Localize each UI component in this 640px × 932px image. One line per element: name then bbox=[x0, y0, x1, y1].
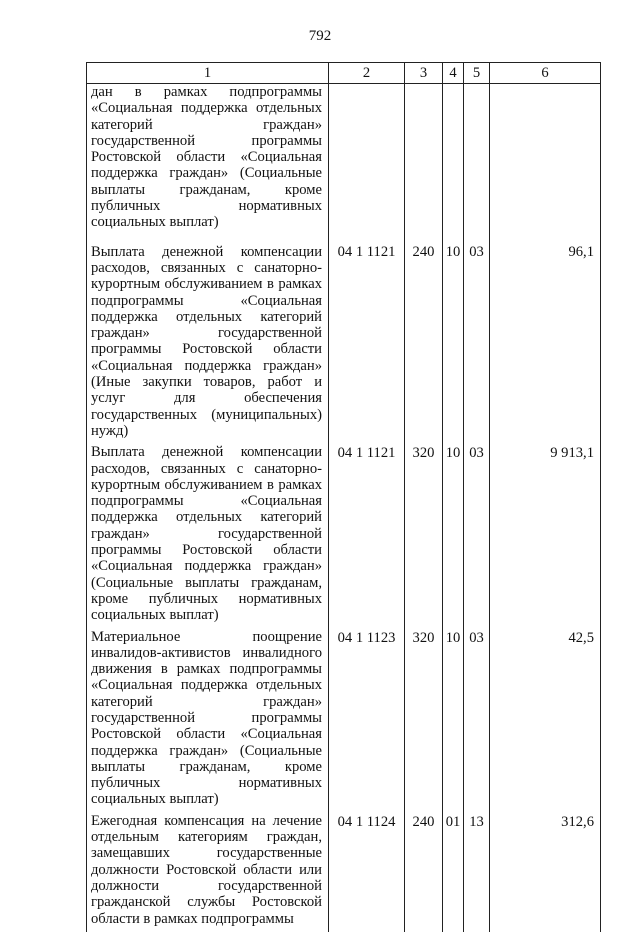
row-section: 01 bbox=[443, 813, 464, 932]
table-row bbox=[87, 813, 601, 932]
row-section bbox=[443, 84, 464, 236]
row-description: дан в рамках подпрограммы «Социальная поддержка отдельных категорий граждан» государственной программы Ростовской области «Социальная поддержка граждан» (Социальные выплаты гражданам, кроме публичных нормативных социальных выплат) bbox=[87, 84, 329, 236]
column-header-4: 4 bbox=[443, 63, 464, 84]
row-expense-type: 320 bbox=[405, 629, 443, 813]
column-header-5: 5 bbox=[464, 63, 490, 84]
row-expense-type: 240 bbox=[405, 813, 443, 932]
row-target-code: 04 1 1124 bbox=[329, 813, 405, 932]
table-header-row bbox=[87, 63, 601, 84]
row-subsection: 13 bbox=[464, 813, 490, 932]
row-subsection: 03 bbox=[464, 236, 490, 445]
row-amount: 9 913,1 bbox=[490, 444, 601, 628]
budget-table bbox=[86, 62, 601, 932]
table-row bbox=[87, 629, 601, 813]
row-subsection: 03 bbox=[464, 629, 490, 813]
column-header-2: 2 bbox=[329, 63, 405, 84]
row-target-code: 04 1 1121 bbox=[329, 444, 405, 628]
table-row bbox=[87, 444, 601, 628]
row-expense-type bbox=[405, 84, 443, 236]
row-amount: 96,1 bbox=[490, 236, 601, 445]
row-amount bbox=[490, 84, 601, 236]
column-header-3: 3 bbox=[405, 63, 443, 84]
column-header-1: 1 bbox=[87, 63, 329, 84]
row-amount: 312,6 bbox=[490, 813, 601, 932]
row-section: 10 bbox=[443, 629, 464, 813]
page-number: 792 bbox=[308, 28, 332, 44]
row-target-code: 04 1 1123 bbox=[329, 629, 405, 813]
row-description: Ежегодная компенсация на лечение отдельным категориям граждан, замещавших государственные должности Ростовской области или должности государственной гражданской службы Ростовской области в рамках подпрограммы bbox=[87, 813, 329, 932]
row-amount: 42,5 bbox=[490, 629, 601, 813]
row-subsection bbox=[464, 84, 490, 236]
table-row bbox=[87, 236, 601, 445]
row-subsection: 03 bbox=[464, 444, 490, 628]
row-description: Выплата денежной компенсации расходов, связанных с санаторно-курортным обслуживанием в рамках подпрограммы «Социальная поддержка отдельных категорий граждан» государственной программы Ростовской области «Социальная поддержка граждан» (Иные закупки товаров, работ и услуг для обеспечения государственных (муниципальных) нужд) bbox=[87, 236, 329, 445]
row-description: Материальное поощрение инвалидов-активистов инвалидного движения в рамках подпрограммы «Социальная поддержка отдельных категорий граждан» государственной программы Ростовской области «Социальная поддержка граждан» (Социальные выплаты гражданам, кроме публичных нормативных социальных выплат) bbox=[87, 629, 329, 813]
row-description: Выплата денежной компенсации расходов, связанных с санаторно-курортным обслуживанием в рамках подпрограммы «Социальная поддержка отдельных категорий граждан» государственной программы Ростовской области «Социальная поддержка граждан» (Социальные выплаты гражданам, кроме публичных нормативных социальных выплат) bbox=[87, 444, 329, 628]
row-section: 10 bbox=[443, 236, 464, 445]
row-target-code: 04 1 1121 bbox=[329, 236, 405, 445]
table-row bbox=[87, 84, 601, 236]
row-section: 10 bbox=[443, 444, 464, 628]
column-header-6: 6 bbox=[490, 63, 601, 84]
row-expense-type: 240 bbox=[405, 236, 443, 445]
row-expense-type: 320 bbox=[405, 444, 443, 628]
row-target-code bbox=[329, 84, 405, 236]
